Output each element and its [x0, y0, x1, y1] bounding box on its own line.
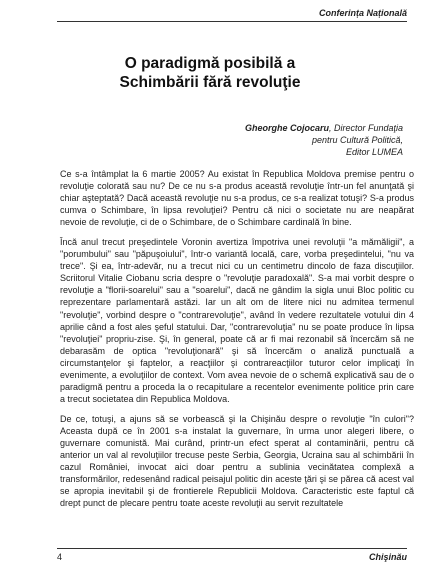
author-name: Gheorghe Cojocaru [244, 123, 329, 133]
article-body [60, 168, 414, 517]
title-line-2: Schimbării fără revoluţie [119, 74, 301, 91]
title-line-1: O paradigmă posibilă a [124, 55, 296, 72]
running-footer: Chişinău [368, 552, 407, 562]
footer-divider [57, 548, 407, 549]
author-byline [143, 122, 403, 159]
running-header: Conferința Națională [318, 8, 407, 18]
header-divider [57, 21, 407, 22]
paragraph: Ce s-a întâmplat la 6 martie 2005? Au existat în Republica Moldova premise pentru o revoluţie colorată sau nu? De ce nu s-a produs această revoluţie într-un fel anunţată şi chiar aşteptată? Dacă această revoluţie nu s-a produs, ce s-a realizat totuşi? S-a produs cumva o Schimbare, în lipsa revoluţiei? Pentru că nici o societate nu are neapărat nevoie de revoluţie, ci de o Schimbare, de o Schimbare cardinală în bine. [60, 169, 414, 228]
author-organization: pentru Cultură Politică, [311, 135, 403, 146]
author-line-1 [143, 122, 403, 134]
author-title: Editor LUMEA [345, 147, 403, 158]
paragraph: Încă anul trecut preşedintele Voronin avertiza împotriva unei revoluţii "a mămăligii", a "porumbului" sau "păpuşoiului", într-o variantă locală, care, vorba preşedintelui, "nu va trece". Şi ea, într-adevăr, nu a trecut nici cu un centimetru dincolo de faza discuţiilor. Scriitorul Vitalie Ciobanu scria despre o "revoluţie paradoxală". S-a mai vorbit despre o revoluţie a "florii-soarelui" sau a "soarelui", dacă ne gândim la sigla unui Bloc politic cu reprezentare parlamentară astăzi. Iar un alt om de litere nici nu admitea termenul "revoluţie", vorbind despre o "contrarevoluţie", având în vedere rezultatele votului din 4 aprilie când a fost ales şeful statului. Dar, "contrarevoluţia" nu se poate produce în lipsa "revoluţiei" propriu-zise. Şi, în general, poate că ar fi mai rezonabil să încercăm să ne debarasăm de optica "revoluţionară" şi să încercăm o analiză punctuală a circumstanţelor şi faptelor, a reacţiilor şi contrareacţiilor tuturor celor implicaţi în evenimente, a evoluţiilor de context. Vom avea nevoie de o schemă explicativă sau de o paradigmă pentru a proceda la o recapitulare a recentelor evenimente politice prin care a trecut societatea din Republica Moldova. [60, 237, 414, 404]
author-role: , Director Fundaţia [328, 123, 403, 133]
article-title [60, 54, 360, 92]
paragraph: De ce, totuşi, a ajuns să se vorbească şi la Chişinău despre o revoluţie "în culori"? Aceasta după ce în 2001 s-a instalat la guvernare, în urma unor alegeri libere, o guvernare comunistă. Mai curând, printr-un efect sperat al contaminării, pentru că anterior un val al revoluţiilor trecuse peste Serbia, Georgia, Ucraina sau al schimbării în cazul României, invocat aici doar pentru a sublinia vecinătatea complexă a transformărilor, redesenând radical peisajul politic din aceste ţări şi se părea că acest val se apropia inevitabil şi de frontierele Republicii Moldova. Caracteristic este faptul că drept punct de plecare pentru toate aceste revoluţii au servit rezultatele [60, 413, 414, 509]
page-number: 4 [57, 552, 63, 562]
